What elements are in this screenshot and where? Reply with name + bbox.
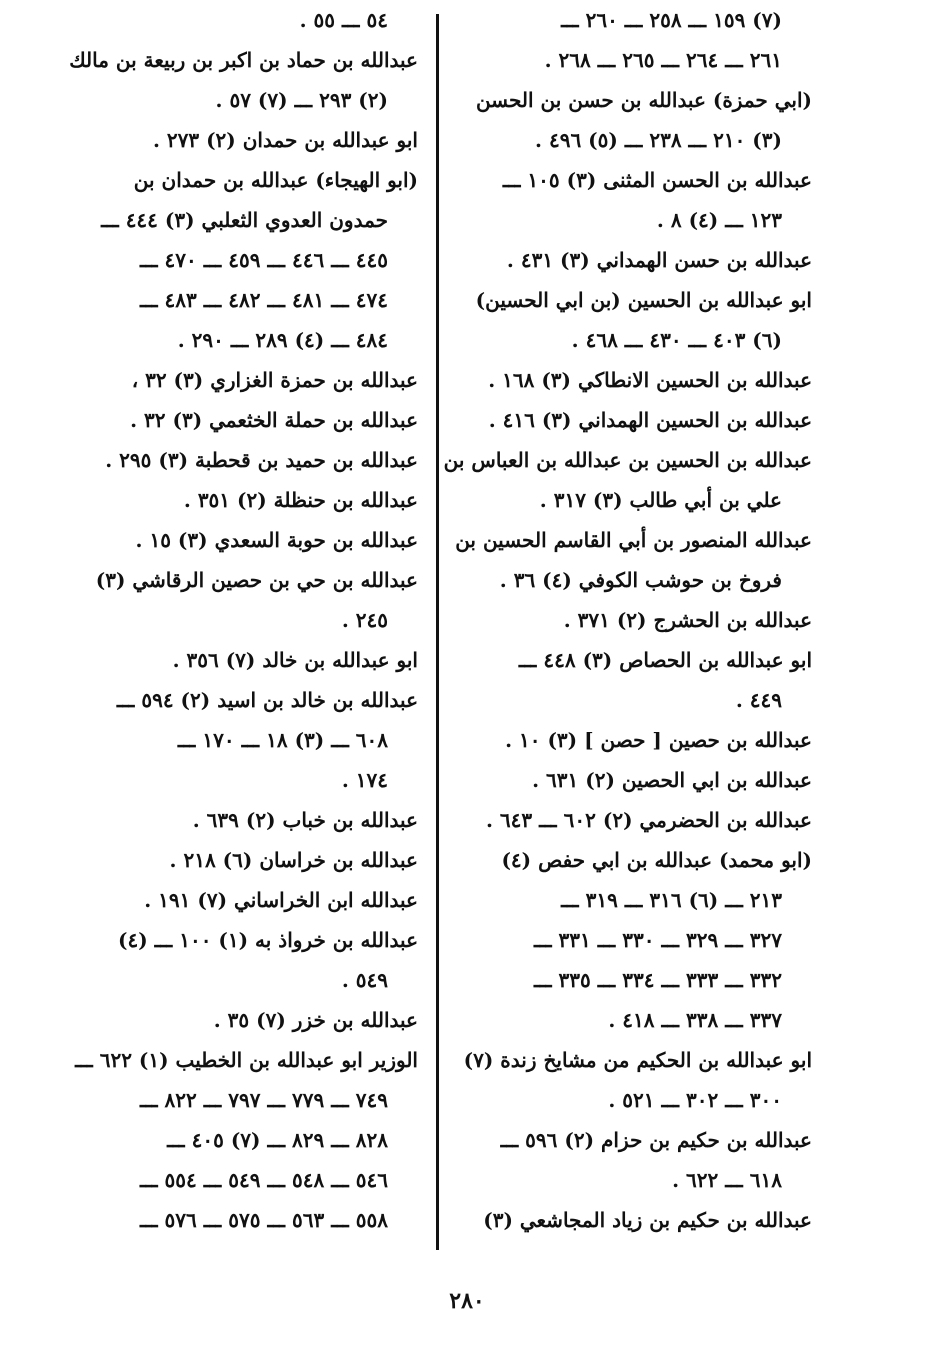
index-entry-line: ٢٦١ ـــ ٢٦٤ ـــ ٢٦٥ ـــ ٢٦٨ .: [544, 48, 782, 72]
column-divider: [436, 14, 439, 1250]
index-entry-line: الوزير ابو عبدالله بن الخطيب (١) ٦٢٢ ـــ: [75, 1048, 418, 1072]
index-entry-line: عبدالله بن ابي الحصين (٢) ٦٣١ .: [532, 768, 812, 792]
index-entry-line: عبدالله بن خرواذ به (١) ١٠٠ ـــ (٤): [118, 928, 418, 952]
index-entry-line: (ابو الهيجاء) عبدالله بن حمدان بن: [133, 168, 418, 192]
index-entry-line: ٥٤ ـــ ٥٥ .: [299, 8, 388, 32]
index-entry-line: ٤٨٤ ـــ (٤) ٢٨٩ ـــ ٢٩٠ .: [177, 328, 388, 352]
index-entry-line: ٦٠٨ ـــ (٣) ١٨ ـــ ١٧٠ ـــ: [177, 728, 388, 752]
index-entry-line: (٦) ٤٠٣ ـــ ٤٣٠ ـــ ٤٦٨ .: [571, 328, 782, 352]
index-entry-line: ٥٥٨ ـــ ٥٦٣ ـــ ٥٧٥ ـــ ٥٧٦ ـــ: [139, 1208, 388, 1232]
index-entry-line: عبدالله بن الحسين بن عبدالله بن العباس بن: [443, 448, 812, 472]
index-entry-line: ٥٤٩ .: [341, 968, 388, 992]
index-entry-line: حمدون العدوي الثعلبي (٣) ٤٤٤ ـــ: [101, 208, 388, 232]
index-entry-line: عبدالله بن الحسين الانطاكي (٣) ١٦٨ .: [488, 368, 812, 392]
index-entry-line: عبدالله بن حميد بن قحطبة (٣) ٢٩٥ .: [105, 448, 418, 472]
index-entry-line: ٢١٣ ـــ (٦) ٣١٦ ـــ ٣١٩ ـــ: [561, 888, 782, 912]
index-entry-line: ابو عبدالله بن الحصاص (٣) ٤٤٨ ـــ: [518, 648, 812, 672]
right-column: [443, 0, 812, 1240]
index-entry-line: (٣) ٢١٠ ـــ ٢٣٨ ـــ (٥) ٤٩٦ .: [535, 128, 782, 152]
index-entry-line: عبدالله بن حمزة الغزاري (٣) ٣٢ ،: [131, 368, 418, 392]
index-entry-line: عبدالله بن حصين [ حصن ] (٣) ١٠ .: [505, 728, 812, 752]
index-entry-line: عبدالله بن الحضرمي (٢) ٦٠٢ ـــ ٦٤٣ .: [485, 808, 812, 832]
index-entry-line: عبدالله بن خزر (٧) ٣٥ .: [213, 1008, 418, 1032]
index-entry-line: ١٢٣ ـــ (٤) ٨ .: [656, 208, 782, 232]
index-entry-line: عبدالله بن حكيم بن زياد المجاشعي (٣): [483, 1208, 812, 1232]
index-entry-line: عبدالله بن خباب (٢) ٦٣٩ .: [192, 808, 418, 832]
page-number: ٢٨٠: [449, 1288, 485, 1314]
index-entry-line: ٣٣٢ ـــ ٣٣٣ ـــ ٣٣٤ ـــ ٣٣٥ ـــ: [533, 968, 782, 992]
index-entry-line: ٤٤٥ ـــ ٤٤٦ ـــ ٤٥٩ ـــ ٤٧٠ ـــ: [139, 248, 388, 272]
index-entry-line: ٣٣٧ ـــ ٣٣٨ ـــ ٤١٨ .: [608, 1008, 782, 1032]
index-entry-line: عبدالله بن حوبة السعدي (٣) ١٥ .: [135, 528, 418, 552]
index-entry-line: عبدالله بن حنظلة (٢) ٣٥١ .: [183, 488, 418, 512]
index-entry-line: علي بن أبي طالب (٣) ٣١٧ .: [539, 488, 782, 512]
index-entry-line: ٤٧٤ ـــ ٤٨١ ـــ ٤٨٢ ـــ ٤٨٣ ـــ: [139, 288, 388, 312]
index-entry-line: عبدالله بن حسن الهمداني (٣) ٤٣١ .: [506, 248, 812, 272]
index-entry-line: عبدالله بن خالد بن اسيد (٢) ٥٩٤ ـــ: [116, 688, 418, 712]
left-column: [68, 0, 418, 1240]
index-entry-line: عبدالله بن حماد بن اكبر بن ربيعة بن مالك: [69, 48, 418, 72]
index-entry-line: فروخ بن حوشب الكوفي (٤) ٣٦ .: [499, 568, 782, 592]
index-entry-line: عبدالله بن الحشرج (٢) ٣٧١ .: [563, 608, 812, 632]
index-entry-line: عبدالله بن حكيم بن حزام (٢) ٥٩٦ ـــ: [500, 1128, 812, 1152]
index-entry-line: ٢٤٥ .: [341, 608, 388, 632]
index-entry-line: ٥٤٦ ـــ ٥٤٨ ـــ ٥٤٩ ـــ ٥٥٤ ـــ: [139, 1168, 388, 1192]
index-entry-line: عبدالله ابن الخراساني (٧) ١٩١ .: [144, 888, 418, 912]
index-entry-line: (ابي حمزة) عبدالله بن حسن بن الحسن: [475, 88, 812, 112]
index-entry-line: ٦١٨ ـــ ٦٢٢ .: [672, 1168, 782, 1192]
index-entry-line: عبدالله بن الحسن المثنى (٣) ١٠٥ ـــ: [502, 168, 812, 192]
index-entry-line: (٢) ٢٩٣ ـــ (٧) ٥٧ .: [215, 88, 388, 112]
index-entry-line: ٣٠٠ ـــ ٣٠٢ ـــ ٥٢١ .: [608, 1088, 782, 1112]
index-entry-line: ٨٢٨ ـــ ٨٢٩ ـــ (٧) ٤٠٥ ـــ: [167, 1128, 388, 1152]
index-entry-line: (ابو محمد) عبدالله بن ابي حفص (٤): [501, 848, 812, 872]
index-entry-line: ٤٤٩ .: [735, 688, 782, 712]
index-entry-line: ابو عبدالله بن الحكيم من مشايخ زندة (٧): [463, 1048, 812, 1072]
index-entry-line: ابو عبدالله بن الحسين (بن ابي الحسين): [475, 288, 812, 312]
index-entry-line: ١٧٤ .: [341, 768, 388, 792]
index-entry-line: ابو عبدالله بن حمدان (٢) ٢٧٣ .: [152, 128, 418, 152]
index-entry-line: عبدالله بن حملة الخثعمي (٣) ٣٢ .: [130, 408, 418, 432]
index-entry-line: عبدالله بن حي بن حصين الرقاشي (٣): [95, 568, 418, 592]
index-entry-line: ٧٤٩ ـــ ٧٧٩ ـــ ٧٩٧ ـــ ٨٢٢ ـــ: [139, 1088, 388, 1112]
index-entry-line: (٧) ١٥٩ ـــ ٢٥٨ ـــ ٢٦٠ ـــ: [561, 8, 782, 32]
index-entry-line: ابو عبدالله بن خالد (٧) ٣٥٦ .: [172, 648, 418, 672]
index-entry-line: عبدالله بن خراسان (٦) ٢١٨ .: [169, 848, 418, 872]
index-entry-line: ٣٢٧ ـــ ٣٢٩ ـــ ٣٣٠ ـــ ٣٣١ ـــ: [533, 928, 782, 952]
index-entry-line: عبدالله المنصور بن أبي القاسم الحسين بن: [455, 528, 812, 552]
index-entry-line: عبدالله بن الحسين الهمداني (٣) ٤١٦ .: [488, 408, 812, 432]
